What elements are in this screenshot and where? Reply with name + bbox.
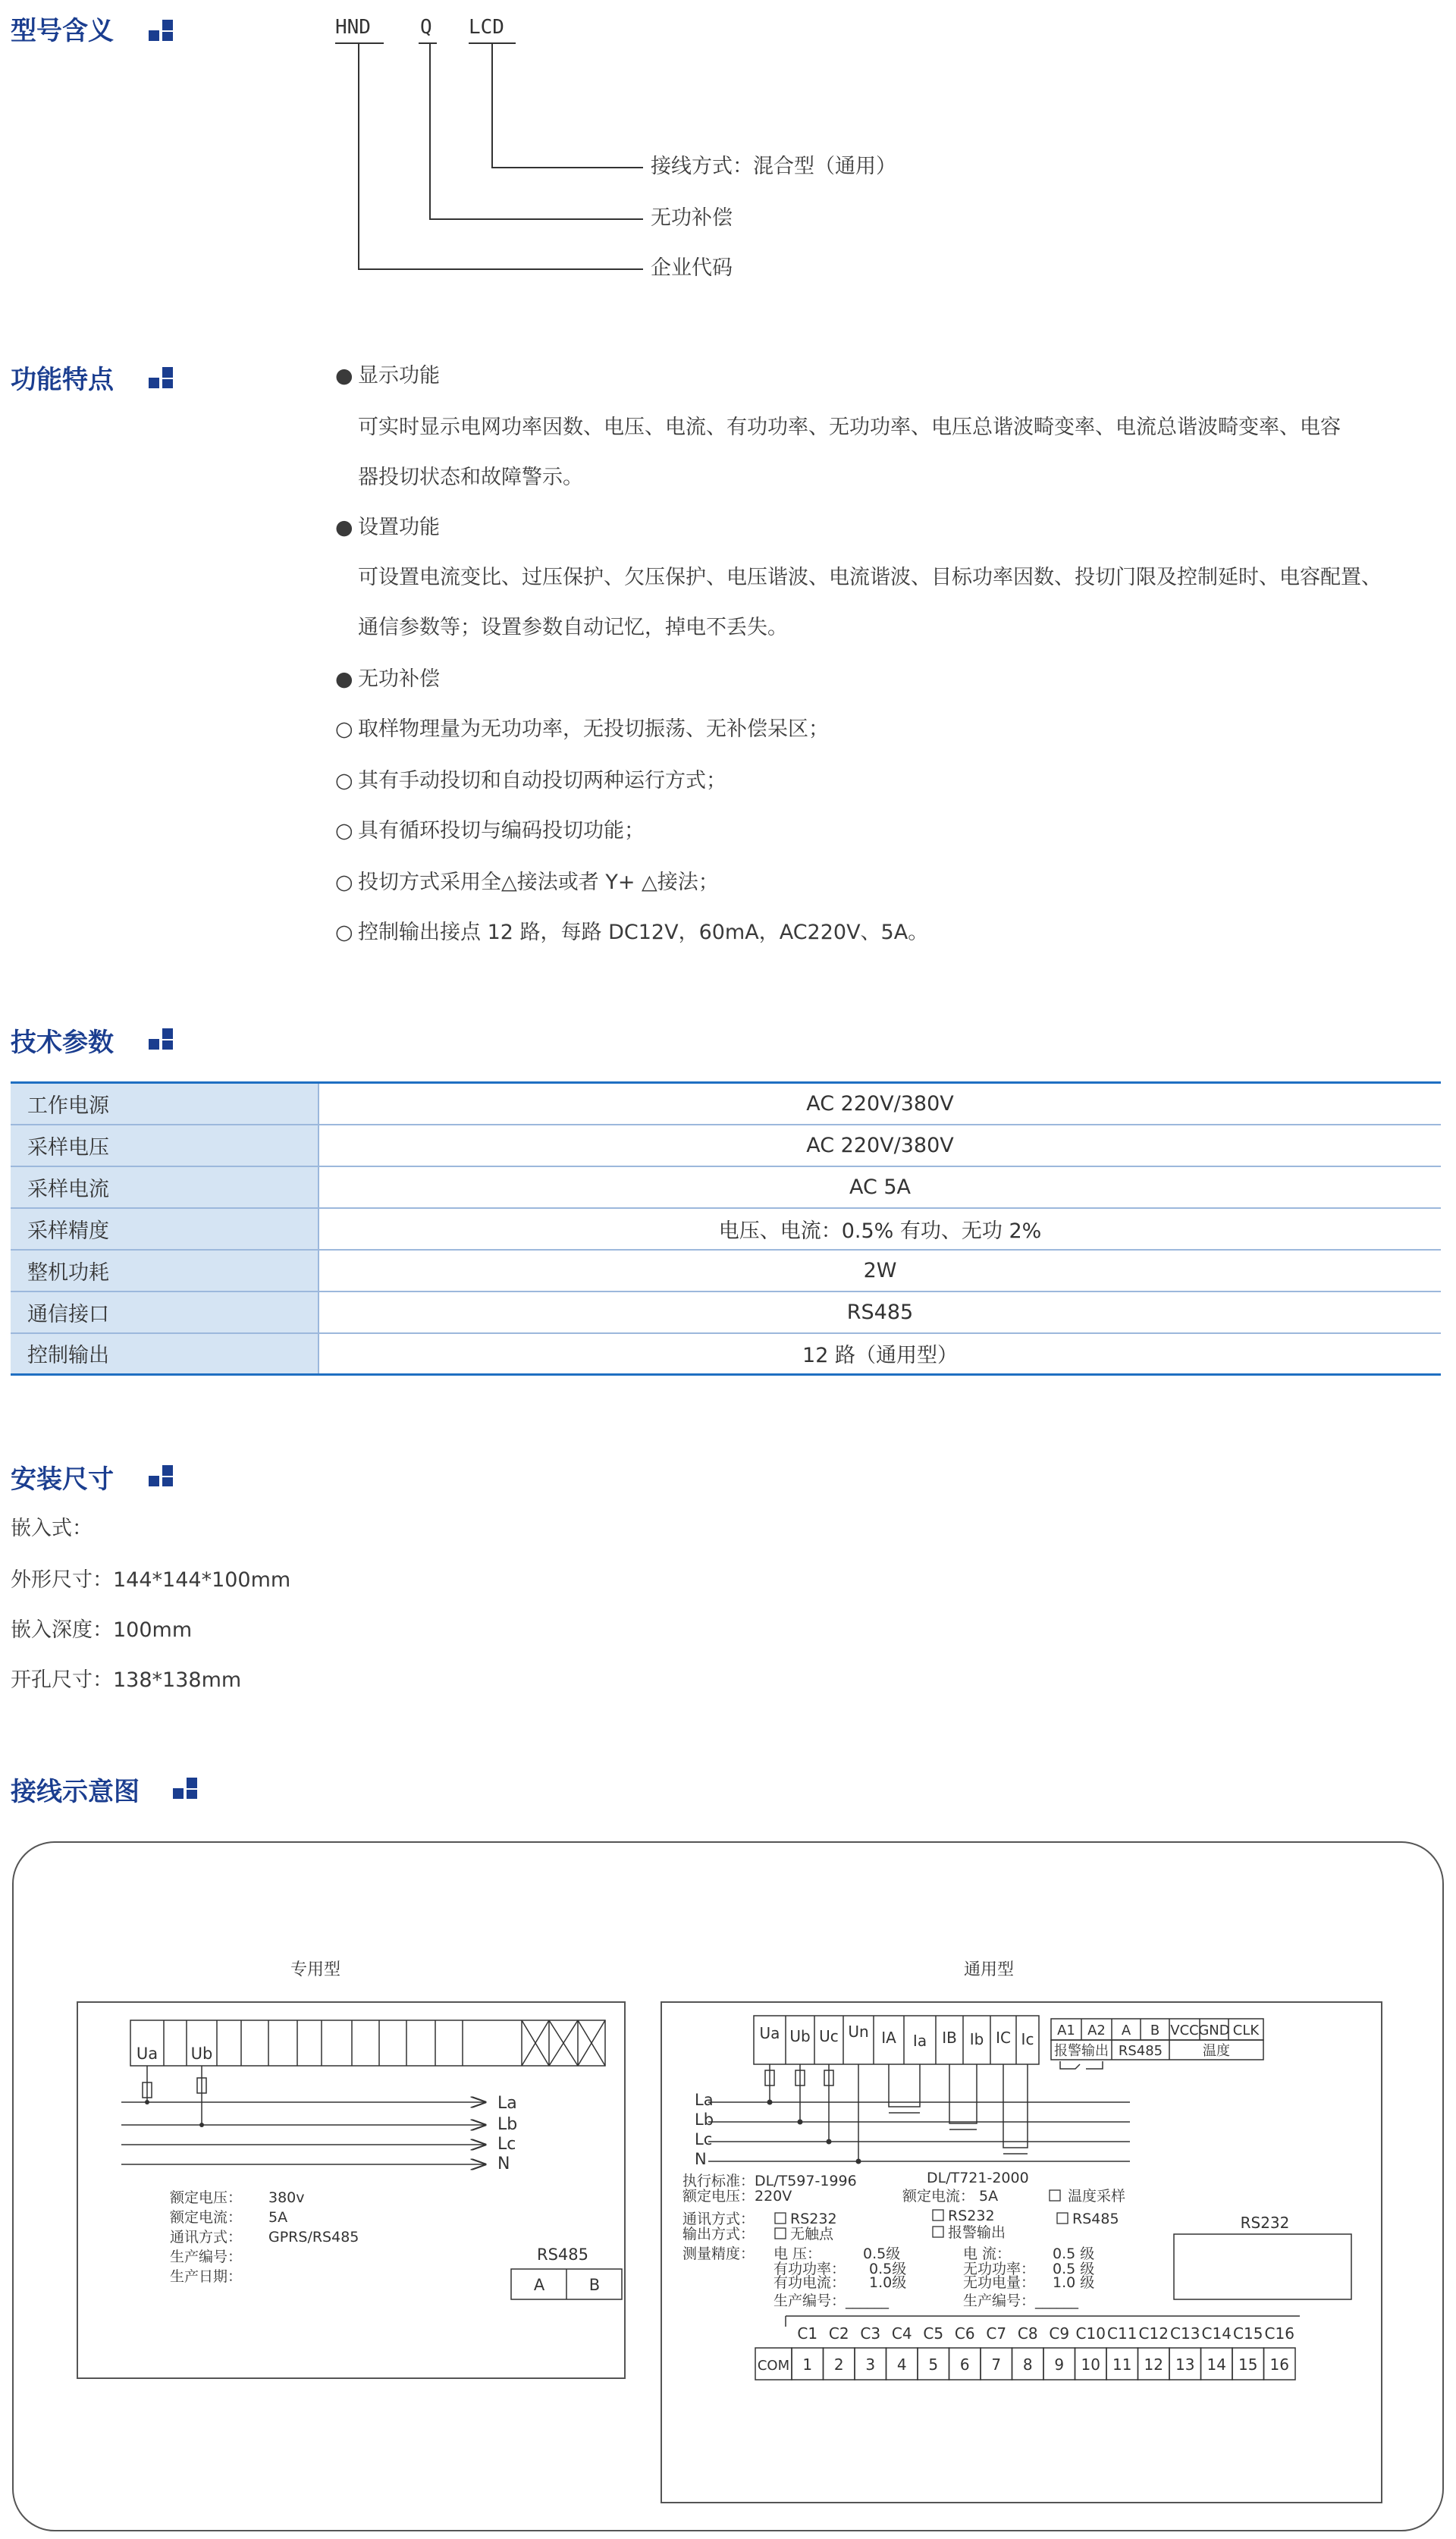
section-squares-icon xyxy=(173,1778,199,1800)
c-label: C11 xyxy=(1107,2324,1138,2343)
right-small-term: B xyxy=(1150,2023,1160,2038)
right-small-term: A2 xyxy=(1087,2023,1106,2038)
bottom-terminal-label: 7 xyxy=(991,2355,1002,2374)
right-acc-cell: 无功功率： xyxy=(963,2261,1036,2277)
right-rs485-label: RS485 xyxy=(1118,2043,1163,2059)
install-line: 外形尺寸：144*144*100mm xyxy=(11,1568,291,1592)
right-acc-cell: 电 流： xyxy=(963,2246,1012,2262)
model-code-hnd: HND xyxy=(335,16,371,39)
right-standard-2: DL/T721-2000 xyxy=(927,2170,1029,2186)
bottom-terminal-label: 8 xyxy=(1022,2355,1033,2374)
right-top-term: IB xyxy=(942,2029,957,2047)
table-row xyxy=(11,1208,1441,1250)
c-label: C9 xyxy=(1049,2324,1070,2343)
c-label: C16 xyxy=(1264,2324,1294,2343)
feature-comp-item: 其有手动投切和自动投切两种运行方式； xyxy=(358,769,726,792)
right-top-term: IA xyxy=(881,2029,896,2047)
right-top-term: Un xyxy=(848,2023,869,2041)
left-term-ub: Ub xyxy=(190,2045,213,2063)
right-no-contact: 无触点 xyxy=(790,2226,834,2242)
left-term-ua: Ua xyxy=(136,2045,158,2063)
table-row xyxy=(11,1250,1441,1291)
right-top-term: IC xyxy=(996,2029,1011,2047)
c-label: C8 xyxy=(1017,2324,1038,2343)
bottom-terminal-label: 15 xyxy=(1238,2355,1258,2374)
right-acc-label: 测量精度： xyxy=(682,2246,755,2262)
bottom-terminal-label: 1 xyxy=(802,2355,813,2374)
right-alarm-out: 报警输出 xyxy=(948,2224,1006,2241)
model-label-company: 企业代码 xyxy=(651,256,733,280)
right-acc-cell: 有功功率： xyxy=(774,2261,846,2277)
right-acc-cell: 0.5 级 xyxy=(1053,2261,1095,2277)
feature-setting-text-2: 通信参数等；设置参数自动记忆，掉电不丢失。 xyxy=(358,616,788,639)
left-spec-label: 通讯方式： xyxy=(170,2229,243,2246)
bullet-circle-icon: ○ xyxy=(335,921,353,944)
right-rs232-box-label: RS232 xyxy=(1240,2214,1290,2232)
wiring-diagram xyxy=(0,1841,1456,2531)
left-line-la: La xyxy=(497,2094,517,2113)
right-line-la: La xyxy=(695,2091,714,2109)
c-label: C5 xyxy=(923,2324,944,2343)
feature-display-title: 显示功能 xyxy=(358,364,440,388)
bottom-terminal-label: 3 xyxy=(865,2355,876,2374)
left-spec-value: 380v xyxy=(268,2189,305,2206)
right-top-term: Ua xyxy=(759,2024,780,2042)
c-label: C7 xyxy=(986,2324,1007,2343)
c-label: C10 xyxy=(1075,2324,1106,2343)
feature-comp-item: 具有循环投切与编码投切功能； xyxy=(358,819,645,843)
right-acc-cell: 1.0级 xyxy=(869,2274,907,2291)
param-name: 通信接口 xyxy=(11,1291,318,1333)
param-value: RS485 xyxy=(318,1291,1441,1333)
c-label: C12 xyxy=(1138,2324,1169,2343)
right-bottom-terminals xyxy=(755,2348,1295,2380)
right-diagram-title: 通用型 xyxy=(963,1960,1015,1979)
install-line: 嵌入式： xyxy=(11,1517,93,1540)
right-alarm-label: 报警输出 xyxy=(1054,2043,1109,2059)
right-acc-cell: 无功电量： xyxy=(963,2274,1036,2291)
bottom-terminal-label: 12 xyxy=(1144,2355,1163,2374)
param-value: 电压、电流：0.5% 有功、无功 2% xyxy=(318,1208,1441,1250)
table-row xyxy=(11,1125,1441,1166)
right-serial-1: 生产编号：______ xyxy=(774,2293,890,2309)
left-line-lb: Lb xyxy=(497,2115,518,2134)
right-standard-1: 执行标准：DL/T597-1996 xyxy=(682,2173,857,2189)
right-small-term: VCC xyxy=(1170,2023,1199,2038)
bottom-terminal-label: 14 xyxy=(1207,2355,1226,2374)
feature-setting-title: 设置功能 xyxy=(358,516,440,539)
right-top-term: Uc xyxy=(819,2027,839,2045)
right-rs232-box xyxy=(1174,2234,1351,2299)
param-name: 整机功耗 xyxy=(11,1250,318,1291)
model-label-compensation: 无功补偿 xyxy=(651,206,733,230)
right-acc-cell: 0.5 级 xyxy=(1053,2246,1095,2262)
param-name: 工作电源 xyxy=(11,1083,318,1125)
param-value: 2W xyxy=(318,1250,1441,1291)
model-code-lcd: LCD xyxy=(469,16,504,39)
c-label: C3 xyxy=(860,2324,881,2343)
right-small-term: A1 xyxy=(1057,2023,1075,2038)
bullet-dot-icon: ● xyxy=(335,667,353,691)
bullet-circle-icon: ○ xyxy=(335,769,353,792)
right-rs232-a: RS232 xyxy=(790,2211,837,2227)
bullet-dot-icon: ● xyxy=(335,364,353,388)
right-small-term: CLK xyxy=(1232,2023,1260,2038)
model-code-q: Q xyxy=(420,16,432,39)
bottom-terminal-label: 11 xyxy=(1112,2355,1132,2374)
section-squares-icon xyxy=(149,20,174,42)
right-top-term: Ib xyxy=(969,2030,984,2048)
left-panel xyxy=(77,2002,625,2378)
right-small-term: GND xyxy=(1198,2023,1230,2038)
left-spec-label: 额定电压： xyxy=(170,2189,243,2206)
c-label: C1 xyxy=(797,2324,818,2343)
left-line-n: N xyxy=(497,2155,510,2173)
c-label: C4 xyxy=(891,2324,912,2343)
feature-display-text-2: 器投切状态和故障警示。 xyxy=(358,466,583,489)
install-line: 嵌入深度：100mm xyxy=(11,1618,193,1642)
right-acc-cell: 1.0 级 xyxy=(1053,2274,1095,2291)
section-title-install: 安装尺寸 xyxy=(11,1464,114,1495)
right-acc-cell: 0.5级 xyxy=(863,2246,901,2262)
install-line: 开孔尺寸：138*138mm xyxy=(11,1668,242,1692)
feature-setting-text-1: 可设置电流变比、过压保护、欠压保护、电压谐波、电流谐波、目标功率因数、投切门限及控制延时、电容配置、 xyxy=(358,566,1382,589)
left-diagram-title: 专用型 xyxy=(290,1960,341,1979)
left-rs485-b: B xyxy=(588,2276,601,2294)
feature-comp-item: 控制输出接点 12 路，每路 DC12V，60mA，AC220V、5A。 xyxy=(358,921,929,944)
table-row xyxy=(11,1083,1441,1125)
right-top-term: Ic xyxy=(1021,2030,1034,2048)
section-title-wiring: 接线示意图 xyxy=(11,1777,140,1807)
right-top-term: Ub xyxy=(789,2027,811,2045)
bullet-dot-icon: ● xyxy=(335,516,353,539)
bottom-terminal-label: 16 xyxy=(1269,2355,1289,2374)
left-spec-label: 生产日期： xyxy=(170,2268,243,2285)
right-c-labels xyxy=(797,2324,1294,2343)
left-phase-lines xyxy=(121,2102,485,2164)
section-title-features: 功能特点 xyxy=(11,365,114,395)
section-squares-icon xyxy=(149,1028,174,1051)
right-out-label: 输出方式： xyxy=(682,2226,755,2242)
right-temp-sample: 温度采样 xyxy=(1068,2188,1126,2205)
left-spec-label: 额定电流： xyxy=(170,2209,243,2226)
right-comm-label: 通讯方式： xyxy=(682,2211,755,2227)
bullet-circle-icon: ○ xyxy=(335,871,353,894)
feature-comp-title: 无功补偿 xyxy=(358,667,440,691)
right-top-term: Ia xyxy=(912,2032,927,2050)
param-value: AC 5A xyxy=(318,1166,1441,1208)
bottom-terminal-label: 4 xyxy=(896,2355,907,2374)
section-squares-icon xyxy=(149,1465,174,1488)
right-rated-current: 额定电流： 5A xyxy=(902,2188,999,2205)
bullet-circle-icon: ○ xyxy=(335,819,353,843)
right-serial-2: 生产编号：______ xyxy=(963,2293,1079,2309)
section-title-model: 型号含义 xyxy=(11,16,114,46)
bottom-terminal-label: 9 xyxy=(1054,2355,1065,2374)
section-squares-icon xyxy=(149,367,174,390)
right-small-term: A xyxy=(1121,2023,1131,2038)
param-name: 控制输出 xyxy=(11,1333,318,1375)
right-rated-voltage: 额定电压：220V xyxy=(682,2188,792,2205)
param-name: 采样电压 xyxy=(11,1125,318,1166)
param-value: AC 220V/380V xyxy=(318,1125,1441,1166)
params-table xyxy=(11,1081,1441,1376)
feature-display-text-1: 可实时显示电网功率因数、电压、电流、有功功率、无功功率、电压总谐波畸变率、电流总谐波畸变率、电容 xyxy=(358,416,1341,439)
right-rs232-b: RS232 xyxy=(948,2208,995,2224)
left-rs485-a: A xyxy=(533,2276,545,2294)
left-spec-value: 5A xyxy=(268,2209,288,2226)
bottom-terminal-label: COM xyxy=(757,2358,790,2374)
left-line-lc: Lc xyxy=(497,2135,516,2154)
param-value: 12 路（通用型） xyxy=(318,1333,1441,1375)
right-phase-lines xyxy=(708,2102,1130,2161)
bullet-circle-icon: ○ xyxy=(335,717,353,741)
bottom-terminal-label: 5 xyxy=(928,2355,939,2374)
table-row xyxy=(11,1333,1441,1375)
right-rs485-opt: RS485 xyxy=(1072,2211,1119,2227)
bottom-terminal-label: 6 xyxy=(959,2355,970,2374)
right-connections xyxy=(765,2064,1028,2161)
c-label: C15 xyxy=(1233,2324,1263,2343)
bottom-terminal-label: 10 xyxy=(1081,2355,1100,2374)
right-acc-cell: 0.5级 xyxy=(869,2261,907,2277)
param-name: 采样电流 xyxy=(11,1166,318,1208)
bottom-terminal-label: 13 xyxy=(1175,2355,1195,2374)
param-name: 采样精度 xyxy=(11,1208,318,1250)
c-label: C6 xyxy=(954,2324,975,2343)
bottom-terminal-label: 2 xyxy=(833,2355,844,2374)
right-acc-cell: 有功电流： xyxy=(774,2274,846,2291)
left-rs485-label: RS485 xyxy=(536,2246,589,2264)
right-acc-cell: 电 压： xyxy=(774,2246,822,2262)
feature-comp-item: 取样物理量为无功功率，无投切振荡、无补偿呆区； xyxy=(358,717,829,741)
c-label: C2 xyxy=(828,2324,849,2343)
right-temp-label: 温度 xyxy=(1203,2043,1230,2059)
right-line-n: N xyxy=(695,2150,707,2168)
right-line-lb: Lb xyxy=(695,2111,714,2129)
model-label-wiring: 接线方式：混合型（通用） xyxy=(651,155,896,178)
c-label: C14 xyxy=(1201,2324,1232,2343)
right-line-lc: Lc xyxy=(695,2130,713,2148)
section-title-params: 技术参数 xyxy=(11,1028,114,1058)
left-spec-value: GPRS/RS485 xyxy=(268,2229,359,2246)
left-spec-label: 生产编号： xyxy=(170,2249,243,2265)
c-label: C13 xyxy=(1170,2324,1200,2343)
feature-comp-item: 投切方式采用全△接法或者 Y+ △接法； xyxy=(358,871,719,894)
left-fuses xyxy=(143,2066,206,2125)
table-row xyxy=(11,1166,1441,1208)
table-row xyxy=(11,1291,1441,1333)
param-value: AC 220V/380V xyxy=(318,1083,1441,1125)
